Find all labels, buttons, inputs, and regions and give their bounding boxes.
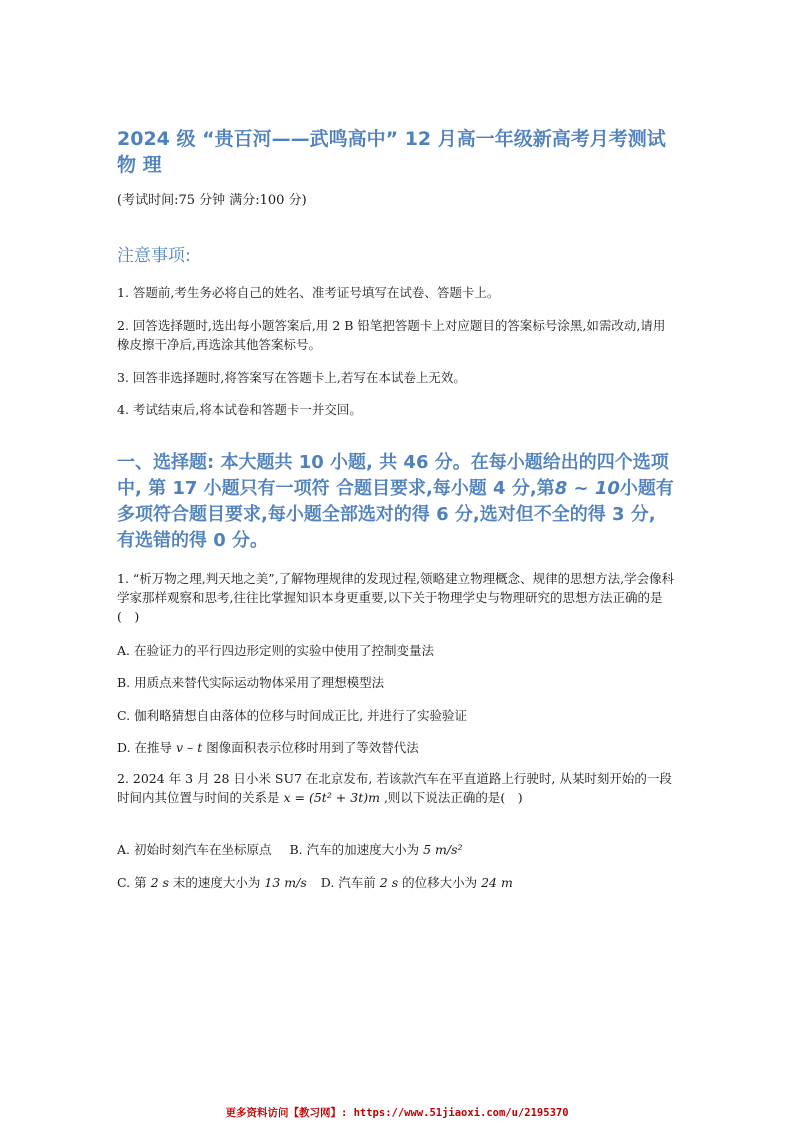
question-1-option-a: A. 在验证力的平行四边形定则的实验中使用了控制变量法 <box>117 643 434 658</box>
question-1-stem: 1. “析万物之理,判天地之美”,了解物理规律的发现过程,领略建立物理概念、规律的思想方法,学会像科学家那样观察和思考,往往比掌握知识本身更重要,以下关于物理学史与物理研究的思想方法正确的是( ) <box>117 571 675 624</box>
question-1-option-d-post: 图像面积表示位移时用到了等效替代法 <box>206 740 419 755</box>
notice-item-3: 3. 回答非选择题时,将答案写在答题卡上,若写在本试卷上无效。 <box>117 370 466 385</box>
section-heading-range: 8 ~ 10 <box>554 478 620 499</box>
question-2-option-a: A. 初始时刻汽车在坐标原点 <box>117 842 272 857</box>
question-2-stem-post: ,则以下说法正确的是( ) <box>383 790 523 805</box>
question-2-formula: x = (5t² + 3t)m <box>283 790 380 805</box>
question-2-stem-pre: 2. 2024 年 3 月 28 日小米 SU7 在北京发布, 若该款汽车在平直道路上行驶时, 从某时刻开始的一段时间内其位置与时间的关系是 <box>117 771 672 805</box>
exam-title: 2024 级 “贵百河——武鸣高中” 12 月高一年级新高考月考测试 物 理 <box>117 128 666 176</box>
question-2-option-c-mid: 末的速度大小为 <box>172 875 261 890</box>
question-2-option-d-mid: 的位移大小为 <box>402 875 478 890</box>
question-2-option-b: B. 汽车的加速度大小为 <box>289 842 420 857</box>
question-2-stem <box>117 769 677 807</box>
notice-item-1: 1. 答题前,考生务必将自己的姓名、准考证号填写在试卷、答题卡上。 <box>117 285 500 300</box>
question-2-option-c-time: 2 s <box>150 875 169 890</box>
section-heading <box>117 450 677 554</box>
question-2-options-row-2 <box>117 873 677 892</box>
question-2-option-c: C. 第 <box>117 875 147 890</box>
question-1-option-c: C. 伽利略猜想自由落体的位移与时间成正比, 并进行了实验验证 <box>117 708 468 723</box>
question-2-option-d-value: 24 m <box>481 875 513 890</box>
section-heading-part-b: 小题有多项符合题目要求,每小题全部选对的得 6 分,选对但不全的得 3 分, 有选错的得 0 分。 <box>117 478 674 551</box>
question-1-option-b: B. 用质点来替代实际运动物体采用了理想模型法 <box>117 675 385 690</box>
question-1-option-d <box>117 738 677 757</box>
question-2-options-row-1 <box>117 840 677 859</box>
question-1-option-d-pre: D. 在推导 <box>117 740 173 755</box>
footer-link[interactable]: 更多资料访问【教习网】: https://www.51jiaoxi.com/u/2195370 <box>225 1107 569 1119</box>
section-heading-part-a: 一、选择题: 本大题共 10 小题, 共 46 分。在每小题给出的四个选项中, 第 17 小题只有一项符 合题目要求,每小题 4 分,第 <box>117 452 669 499</box>
notice-item-2: 2. 回答选择题时,选出每小题答案后,用 2 B 铅笔把答题卡上对应题目的答案标号涂黑,如需改动,请用橡皮擦干净后,再选涂其他答案标号。 <box>117 318 666 352</box>
question-2-option-c-value: 13 m/s <box>264 875 307 890</box>
notice-heading: 注意事项: <box>117 246 191 266</box>
question-2-option-d: D. 汽车前 <box>320 875 376 890</box>
notice-item-4: 4. 考试结束后,将本试卷和答题卡一并交回。 <box>117 402 362 417</box>
exam-info: (考试时间:75 分钟 满分:100 分) <box>117 193 307 208</box>
question-1-option-d-vt: v – t <box>176 740 203 755</box>
question-2-option-d-time: 2 s <box>379 875 399 890</box>
question-2-option-b-value: 5 m/s² <box>423 842 463 857</box>
